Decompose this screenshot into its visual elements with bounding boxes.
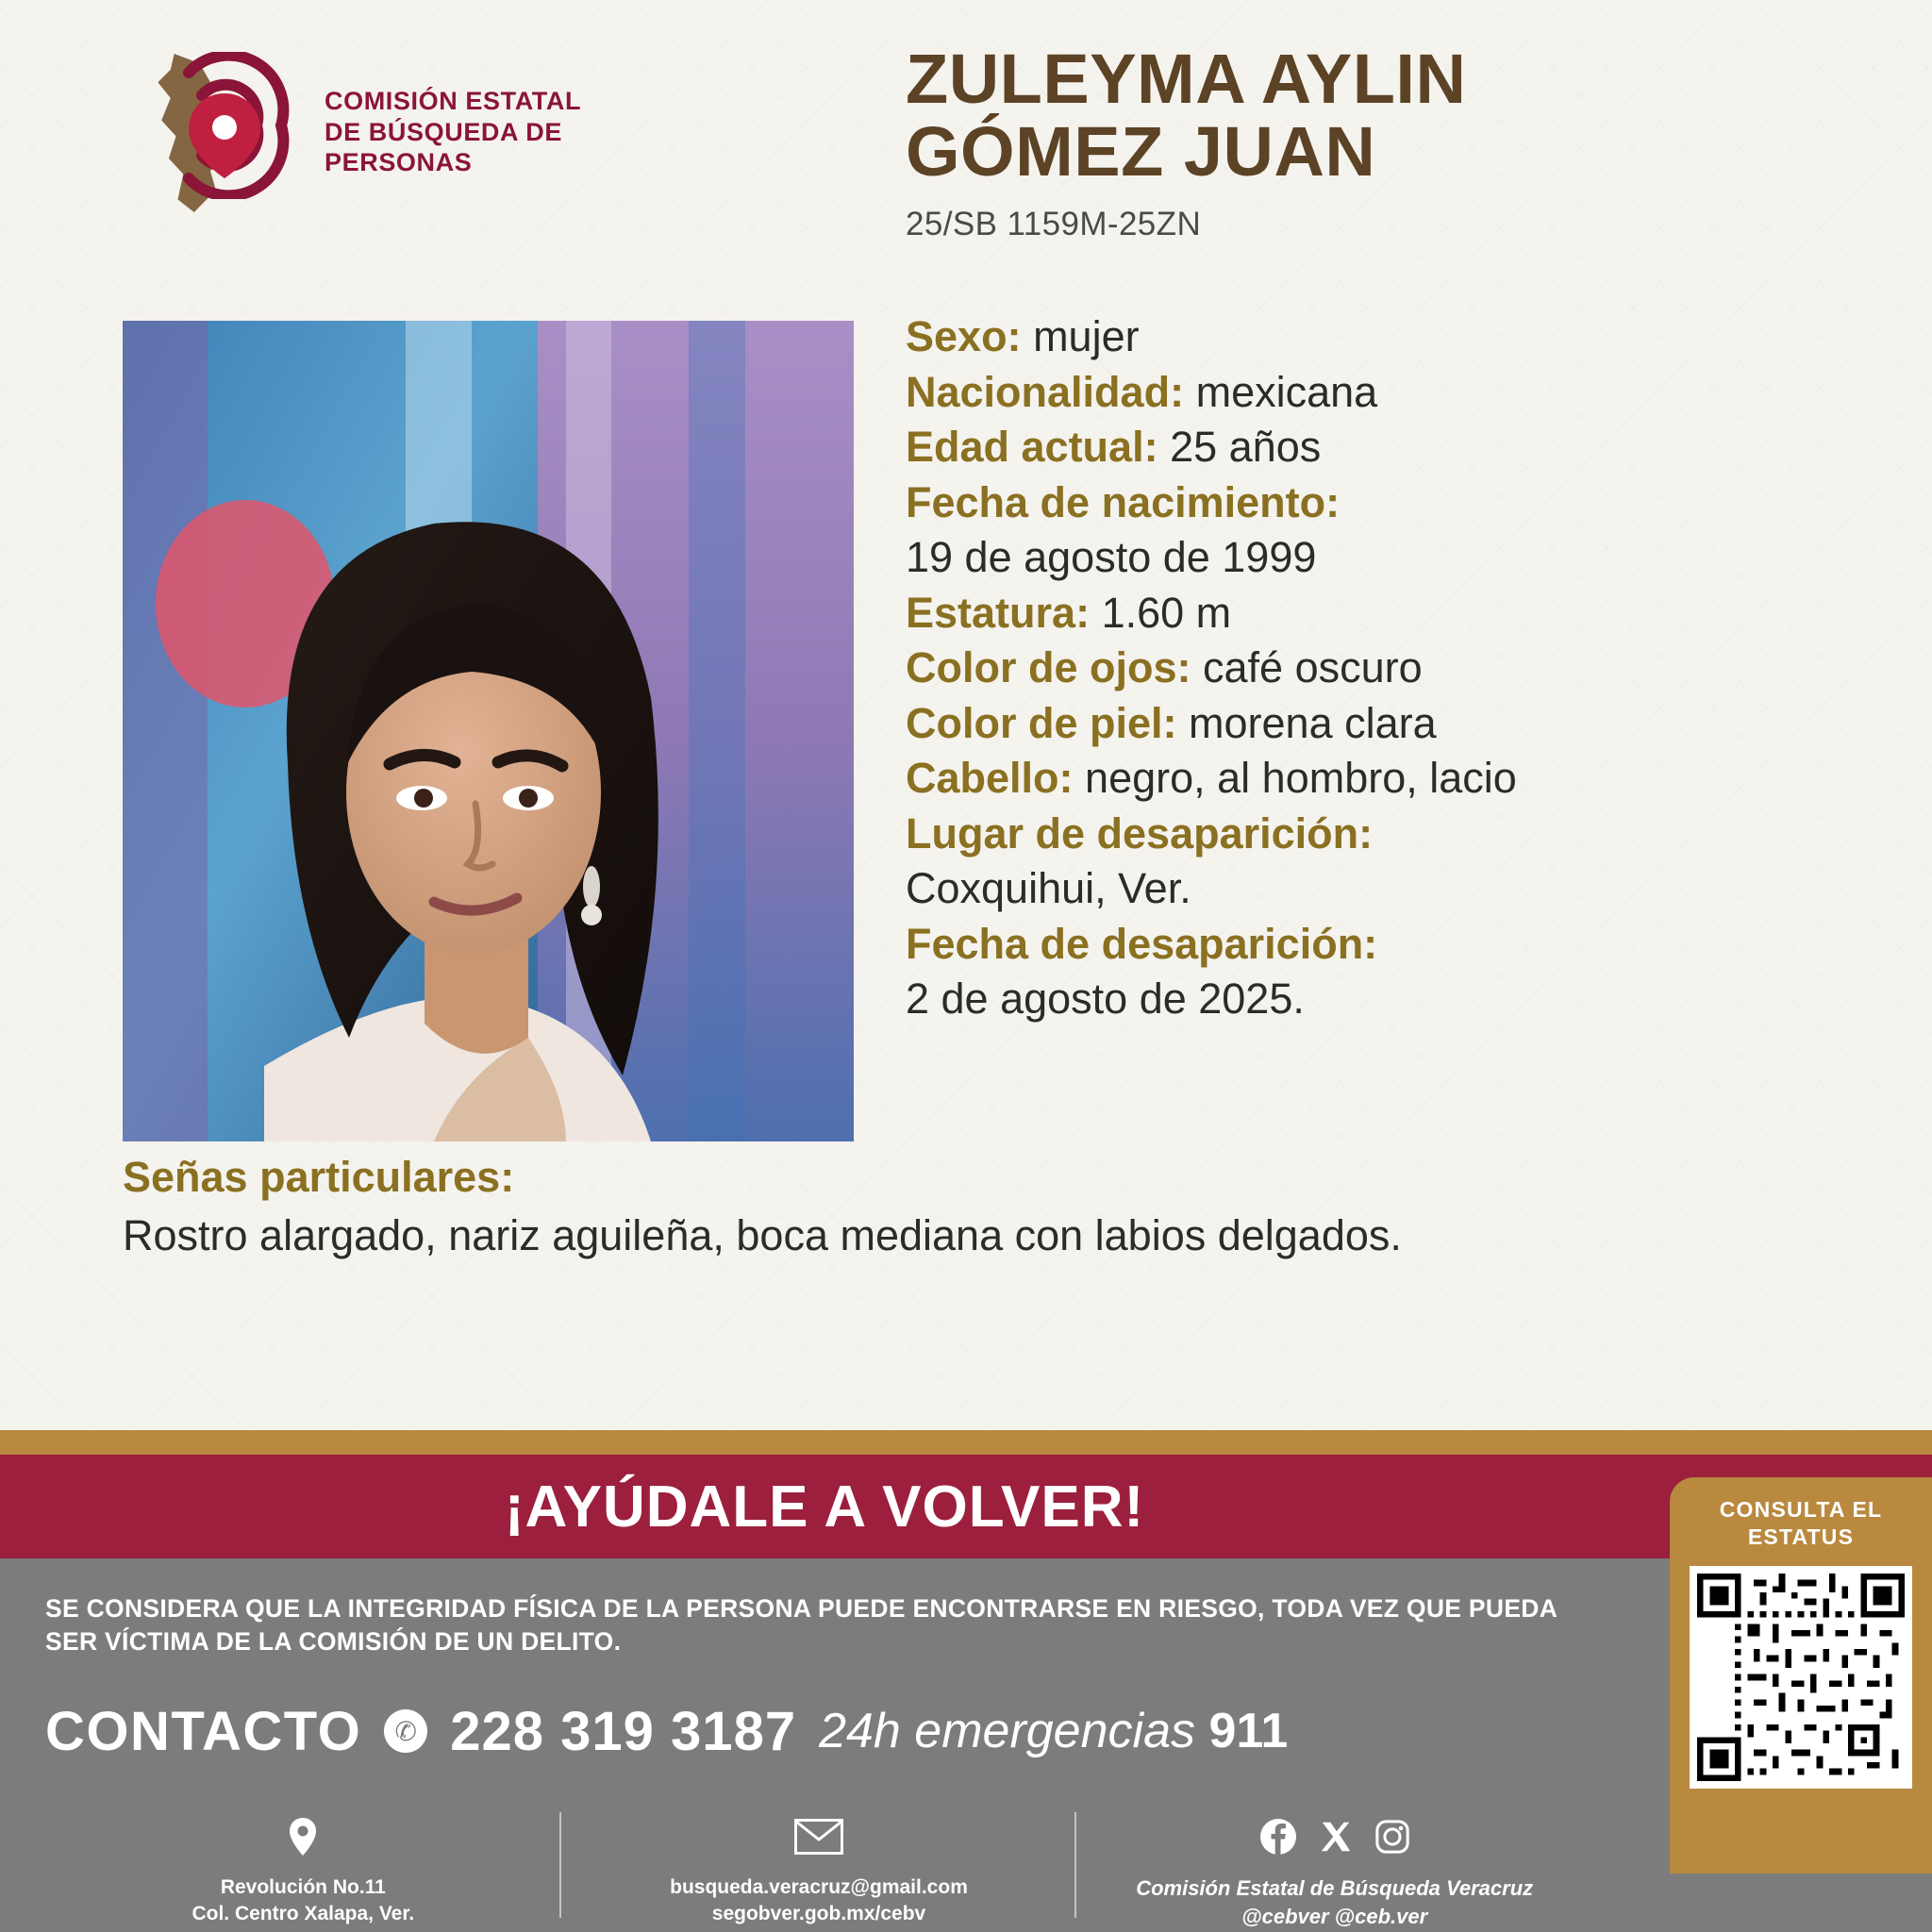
detail-edad-actual <box>906 420 1894 475</box>
qr-title-line-2: ESTATUS <box>1747 1524 1855 1549</box>
detail-label: Fecha de nacimiento: <box>906 477 1341 526</box>
emergency-label: 24h emergencias <box>819 1704 1195 1759</box>
detail-fecha-nacimiento-value <box>906 530 1894 586</box>
facebook-icon[interactable] <box>1259 1818 1297 1856</box>
address-line-1: Revolución No.11 <box>220 1875 386 1898</box>
emergency-number: 911 <box>1208 1704 1289 1759</box>
person-name-line-2: GÓMEZ JUAN <box>906 111 1376 191</box>
help-banner <box>0 1455 1932 1558</box>
detail-value: 25 años <box>1170 423 1322 471</box>
org-name-line-3: PERSONAS <box>325 148 473 177</box>
detail-value: mujer <box>1033 312 1140 360</box>
phone-icon: ✆ <box>384 1709 427 1753</box>
detail-label: Estatura: <box>906 588 1091 637</box>
help-banner-text: ¡AYÚDALE A VOLVER! <box>504 1474 1145 1540</box>
detail-fecha-desaparicion-value <box>906 972 1894 1027</box>
detail-value: negro, al hombro, lacio <box>1085 754 1517 802</box>
distinguishing-features <box>123 1153 1875 1262</box>
case-id: 25/SB 1159M-25ZN <box>906 205 1202 242</box>
detail-lugar-desaparicion-label <box>906 807 1894 862</box>
detail-color-ojos <box>906 641 1894 696</box>
detail-label: Color de ojos: <box>906 643 1191 691</box>
detail-value: café oscuro <box>1203 643 1423 691</box>
detail-value: Coxquihui, Ver. <box>906 864 1191 912</box>
social-account-name: Comisión Estatal de Búsqueda Veracruz <box>1136 1875 1534 1900</box>
risk-warning-text: SE CONSIDERA QUE LA INTEGRIDAD FÍSICA DE LA PERSONA PUEDE ENCONTRARSE EN RIESGO, TODA VEZ QUE PUEDA SER VÍCTIMA DE LA COMISIÓN DE UN DELITO. <box>45 1594 1557 1656</box>
detail-value: 2 de agosto de 2025. <box>906 974 1305 1023</box>
qr-code[interactable] <box>1690 1566 1912 1789</box>
contact-website[interactable]: segobver.gob.mx/cebv <box>711 1903 926 1925</box>
detail-label: Color de piel: <box>906 698 1177 747</box>
qr-code-graphic <box>1697 1574 1905 1781</box>
photo-graphic <box>123 321 854 1141</box>
contact-email[interactable]: busqueda.veracruz@gmail.com <box>670 1875 968 1898</box>
features-title: Señas particulares: <box>123 1153 515 1201</box>
detail-estatura <box>906 586 1894 641</box>
detail-value: morena clara <box>1189 698 1437 747</box>
footer-social-block[interactable] <box>1076 1812 1592 1930</box>
social-handles: @cebver @ceb.ver <box>1241 1904 1428 1928</box>
detail-label: Lugar de desaparición: <box>906 808 1374 858</box>
detail-fecha-nacimiento-label <box>906 475 1894 531</box>
detail-value: mexicana <box>1195 367 1378 416</box>
features-text: Rostro alargado, nariz aguileña, boca mediana con labios delgados. <box>123 1211 1402 1259</box>
envelope-icon <box>571 1812 1068 1861</box>
x-twitter-icon[interactable] <box>1318 1819 1354 1855</box>
org-name-line-2: DE BÚSQUEDA DE <box>325 117 562 146</box>
detail-label: Nacionalidad: <box>906 367 1185 416</box>
detail-value: 19 de agosto de 1999 <box>906 533 1317 581</box>
social-icons-row[interactable] <box>1086 1812 1583 1861</box>
detail-label: Fecha de desaparición: <box>906 919 1378 968</box>
org-name-line-1: COMISIÓN ESTATAL <box>325 86 582 115</box>
person-name-block <box>906 40 1875 243</box>
detail-cabello <box>906 751 1894 807</box>
detail-label: Sexo: <box>906 312 1022 360</box>
detail-label: Edad actual: <box>906 423 1158 471</box>
contact-label: CONTACTO <box>45 1700 362 1762</box>
detail-fecha-desaparicion-label <box>906 917 1894 973</box>
detail-color-piel <box>906 696 1894 752</box>
footer-info-strip <box>45 1812 1592 1930</box>
address-line-2: Col. Centro Xalapa, Ver. <box>192 1903 415 1925</box>
organization-name <box>325 86 581 179</box>
gold-divider <box>0 1430 1932 1455</box>
qr-panel-title <box>1720 1496 1882 1551</box>
detail-label: Cabello: <box>906 754 1074 802</box>
detail-nacionalidad <box>906 365 1894 421</box>
detail-lugar-desaparicion-value <box>906 861 1894 917</box>
qr-status-panel[interactable] <box>1670 1477 1932 1874</box>
detail-value: 1.60 m <box>1101 588 1232 637</box>
qr-title-line-1: CONSULTA EL <box>1719 1497 1883 1522</box>
detail-sexo <box>906 309 1894 365</box>
location-pin-signal-logo <box>170 52 300 199</box>
footer-contact-block[interactable] <box>561 1812 1077 1928</box>
location-pin-icon <box>55 1812 552 1861</box>
person-photo <box>123 321 854 1141</box>
person-details-list <box>906 309 1894 1027</box>
person-name-line-1: ZULEYMA AYLIN <box>906 40 1467 118</box>
emergency-text <box>819 1703 1288 1759</box>
contact-row <box>45 1700 1887 1763</box>
footer-address-block <box>45 1812 561 1928</box>
contact-phone-number: 228 319 3187 <box>450 1700 797 1762</box>
instagram-icon[interactable] <box>1374 1819 1410 1855</box>
commission-logo <box>140 48 300 216</box>
